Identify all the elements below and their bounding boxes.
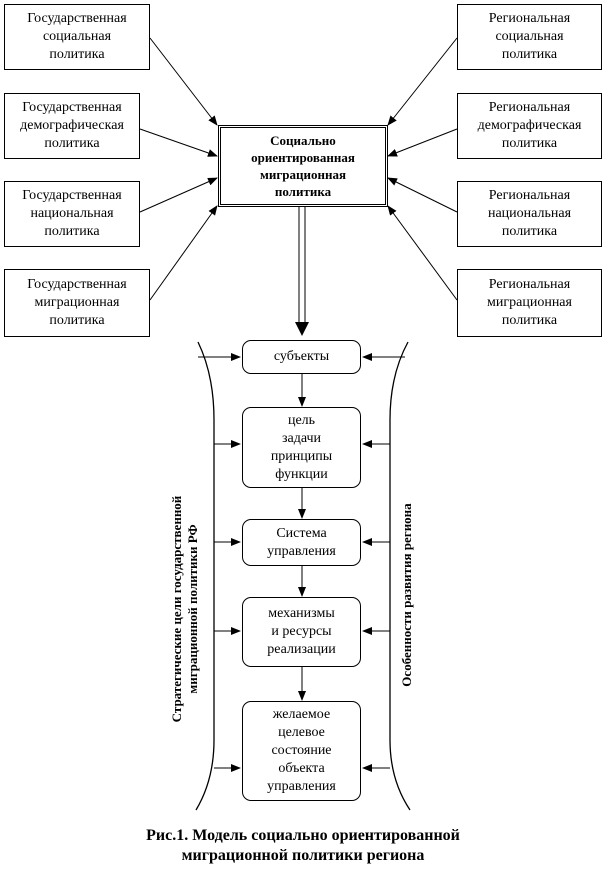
double-connector-arrowhead (295, 322, 309, 336)
right-vertical-label: Особенности развития региона (399, 503, 414, 687)
chain-goals-box: цель задачи принципы функции (242, 407, 361, 488)
figure-caption: Рис.1. Модель социально ориентированной миграционной политики региона (146, 827, 460, 864)
regional-demographic-policy-box: Региональная демографическая политика (457, 93, 602, 159)
arrow-regional-demographic (388, 129, 457, 156)
arrow-regional-social (388, 38, 457, 125)
arrow-regional-migration (388, 206, 457, 300)
chain-subjects-box: субъекты (242, 340, 361, 374)
arrow-state-social (150, 38, 217, 125)
arrow-state-migration (150, 206, 217, 300)
state-demographic-policy-box: Государственная демографическая политика (4, 93, 140, 159)
regional-national-policy-box: Региональная национальная политика (457, 181, 602, 247)
arrow-regional-national (388, 178, 457, 212)
state-national-policy-box: Государственная национальная политика (4, 181, 140, 247)
chain-target-state-box: желаемое целевое состояние объекта управления (242, 701, 361, 801)
state-social-policy-box: Государственная социальная политика (4, 4, 150, 70)
arrow-state-national (140, 178, 217, 212)
state-migration-policy-box: Государственная миграционная политика (4, 269, 150, 337)
chain-management-system-box: Система управления (242, 519, 361, 566)
regional-migration-policy-box: Региональная миграционная политика (457, 269, 602, 337)
arrow-state-demographic (140, 129, 217, 156)
regional-social-policy-box: Региональная социальная политика (457, 4, 602, 70)
center-policy-box: Социально ориентированная миграционная политика (218, 125, 388, 207)
left-vertical-label: Стратегические цели государственной миграционной политики РФ (169, 495, 200, 723)
chain-mechanisms-box: механизмы и ресурсы реализации (242, 597, 361, 667)
